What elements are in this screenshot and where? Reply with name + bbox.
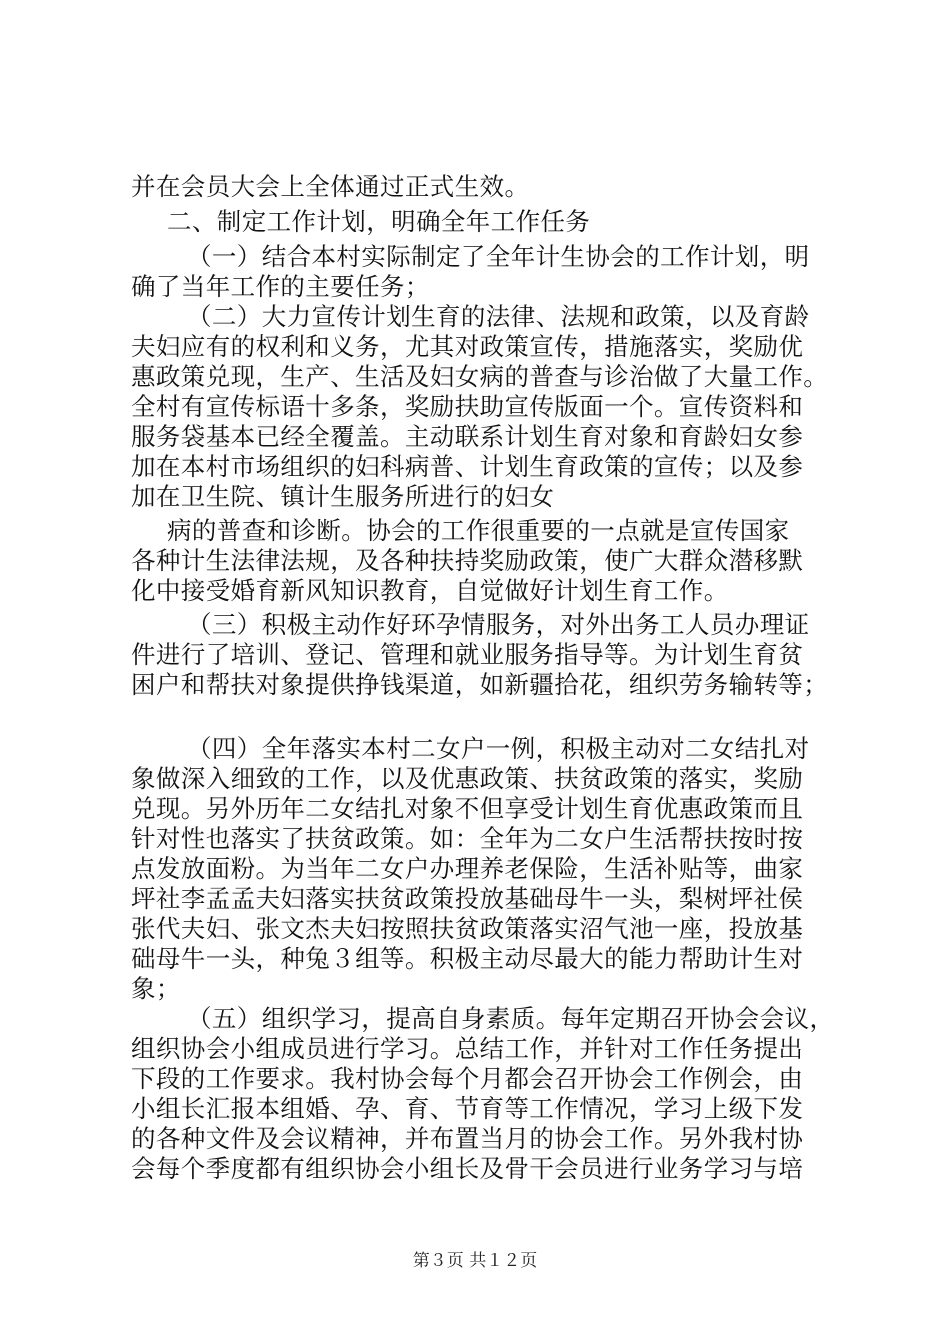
text-line: 础母牛一头，种兔３组等。积极主动尽最大的能力帮助计生对 (131, 944, 804, 973)
text-line: 服务袋基本已经全覆盖。主动联系计划生育对象和育龄妇女参 (131, 422, 804, 451)
text-line: 点发放面粉。为当年二女户办理养老保险，生活补贴等，曲家 (131, 854, 804, 883)
text-line: 加在卫生院、镇计生服务所进行的妇女 (131, 482, 555, 511)
text-line: 件进行了培训、登记、管理和就业服务指导等。为计划生育贫 (131, 640, 804, 669)
text-line: 确了当年工作的主要任务； (131, 272, 430, 301)
text-line: 坪社李孟孟夫妇落实扶贫政策投放基础母牛一头，梨树坪社侯 (131, 884, 804, 913)
text-line: 的各种文件及会议精神，并布置当月的协会工作。另外我村协 (131, 1124, 804, 1153)
text-line: 象； (131, 974, 181, 1003)
text-line: 病的普查和诊断。协会的工作很重要的一点就是宣传国家 (167, 516, 790, 545)
text-line: （二）大力宣传计划生育的法律、法规和政策，以及育龄 (187, 302, 810, 331)
text-line: （五）组织学习，提高自身素质。每年定期召开协会会议， (187, 1004, 835, 1033)
text-line: 针对性也落实了扶贫政策。如：全年为二女户生活帮扶按时按 (131, 824, 804, 853)
text-line: 困户和帮扶对象提供挣钱渠道，如新疆拾花，组织劳务输转等； (131, 670, 829, 699)
text-line: （三）积极主动作好环孕情服务，对外出务工人员办理证 (187, 610, 810, 639)
text-line: 象做深入细致的工作，以及优惠政策、扶贫政策的落实，奖励 (131, 764, 804, 793)
text-line: 惠政策兑现，生产、生活及妇女病的普查与诊治做了大量工作。 (131, 362, 829, 391)
text-line: 化中接受婚育新风知识教育，自觉做好计划生育工作。 (131, 576, 729, 605)
text-line: 小组长汇报本组婚、孕、育、节育等工作情况，学习上级下发 (131, 1094, 804, 1123)
text-line: 夫妇应有的权利和义务，尤其对政策宣传，措施落实，奖励优 (131, 332, 804, 361)
text-line: （一）结合本村实际制定了全年计生协会的工作计划，明 (187, 242, 810, 271)
text-line: 各种计生法律法规，及各种扶持奖励政策，使广大群众潜移默 (131, 546, 804, 575)
page-number-footer: 第３页 共１２页 (412, 1251, 538, 1271)
text-line: 组织协会小组成员进行学习。总结工作，并针对工作任务提出 (131, 1034, 804, 1063)
text-line: 下段的工作要求。我村协会每个月都会召开协会工作例会，由 (131, 1064, 804, 1093)
text-line: 并在会员大会上全体通过正式生效。 (131, 172, 530, 201)
text-line: 加在本村市场组织的妇科病普、计划生育政策的宣传；以及参 (131, 452, 804, 481)
section-heading: 二、制定工作计划，明确全年工作任务 (167, 207, 591, 236)
text-line: （四）全年落实本村二女户一例，积极主动对二女结扎对 (187, 734, 810, 763)
text-line: 张代夫妇、张文杰夫妇按照扶贫政策落实沼气池一座，投放基 (131, 914, 804, 943)
text-line: 兑现。另外历年二女结扎对象不但享受计划生育优惠政策而且 (131, 794, 804, 823)
text-line: 全村有宣传标语十多条，奖励扶助宣传版面一个。宣传资料和 (131, 392, 804, 421)
text-line: 会每个季度都有组织协会小组长及骨干会员进行业务学习与培 (131, 1154, 804, 1183)
